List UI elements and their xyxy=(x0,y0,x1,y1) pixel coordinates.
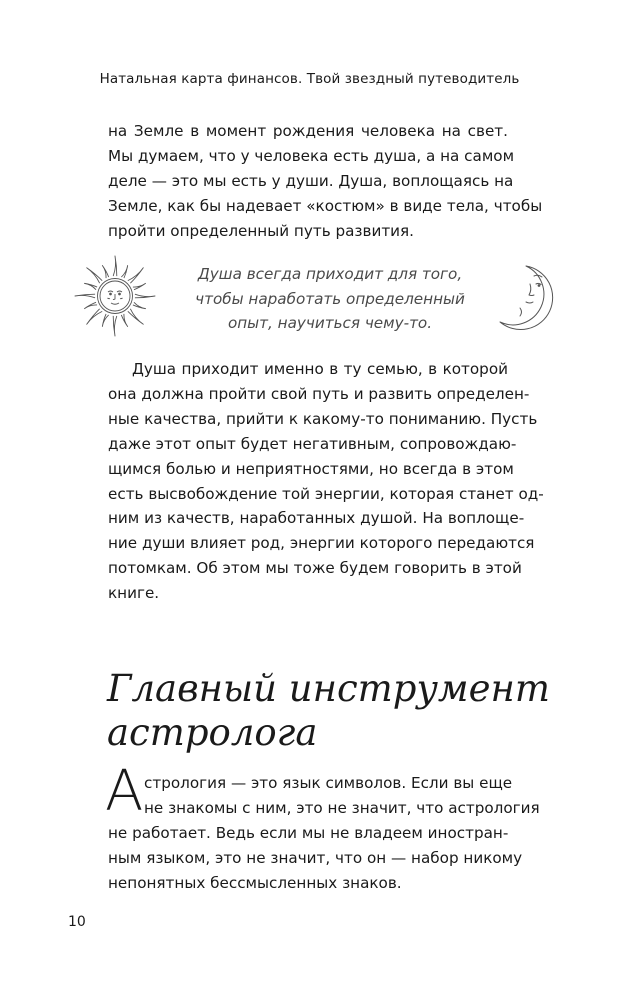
paragraph-line: есть высвобождение той энергии, которая станет од- xyxy=(108,484,544,503)
paragraph-line: Мы думаем, что у человека есть душа, а на самом xyxy=(108,146,515,165)
sun-ray xyxy=(85,302,98,308)
sun-ray xyxy=(85,283,98,289)
paragraph-line: щимся болью и неприятностями, но всегда в этом xyxy=(108,459,514,478)
quote-line: опыт, научиться чему-то. xyxy=(227,314,433,332)
sun-icon xyxy=(71,252,159,340)
sun-ray xyxy=(133,302,146,308)
paragraph-3 xyxy=(108,771,540,896)
paragraph-line: ным языком, это не значит, что он — набор никому xyxy=(108,848,523,867)
drop-cap: А xyxy=(105,759,144,824)
paragraph-line: ние души влияет род, энергии которого передаются xyxy=(108,534,535,553)
sun-ray xyxy=(102,314,108,327)
sun-ray xyxy=(113,256,117,276)
paragraph-line: не работает. Ведь если мы не владеем иностран- xyxy=(108,823,509,842)
quote-line: чтобы наработать определенный xyxy=(195,289,465,308)
section-title-line: астролога xyxy=(107,711,318,754)
sun-ray xyxy=(121,314,127,327)
paragraph-line: Душа приходит именно в ту семью, в которой xyxy=(132,360,508,378)
section-title-line: Главный инструмент xyxy=(107,667,550,710)
sun-ray xyxy=(113,316,117,336)
section-title xyxy=(107,667,550,755)
running-header: Натальная карта финансов. Твой звездный путеводитель xyxy=(99,71,520,87)
paragraph-line: потомкам. Об этом мы тоже будем говорить в этой xyxy=(108,559,522,578)
paragraph-2 xyxy=(108,357,544,606)
paragraph-line: не знакомы с ним, это не значит, что астрология xyxy=(144,798,540,817)
sun-ray xyxy=(75,294,95,298)
paragraph-line: пройти определенный путь развития. xyxy=(108,221,414,240)
sun-ray xyxy=(135,294,155,298)
sun-ray xyxy=(87,268,102,283)
sun-ray xyxy=(121,266,127,279)
paragraph-line: ные качества, прийти к какому-то пониманию. Пусть xyxy=(108,409,538,428)
sun-ray xyxy=(133,283,146,289)
paragraph-line: Земле, как бы надевает «костюм» в виде тела, чтобы xyxy=(108,196,543,215)
crescent-moon-icon xyxy=(496,262,566,334)
paragraph-line: непонятных бессмысленных знаков. xyxy=(108,873,402,892)
sun-ray xyxy=(128,309,143,324)
quote-line: Душа всегда приходит для того, xyxy=(197,265,463,283)
sun-ray xyxy=(87,309,102,324)
pull-quote xyxy=(160,262,500,336)
paragraph-line: стрология — это язык символов. Если вы еще xyxy=(144,774,513,792)
paragraph-line: деле — это мы есть у души. Душа, воплощаясь на xyxy=(108,171,514,190)
paragraph-line: на Земле в момент рождения человека на свет. xyxy=(108,122,508,140)
page-number: 10 xyxy=(68,914,86,930)
sun-ray xyxy=(102,266,108,279)
paragraph-line: ним из качеств, наработанных душой. На воплоще- xyxy=(108,509,525,528)
paragraph-1 xyxy=(108,119,543,244)
paragraph-line: книге. xyxy=(108,584,160,603)
sun-ray xyxy=(128,268,143,283)
paragraph-line: она должна пройти свой путь и развить определен- xyxy=(108,384,530,403)
paragraph-line: даже этот опыт будет негативным, сопровождаю- xyxy=(108,434,517,453)
